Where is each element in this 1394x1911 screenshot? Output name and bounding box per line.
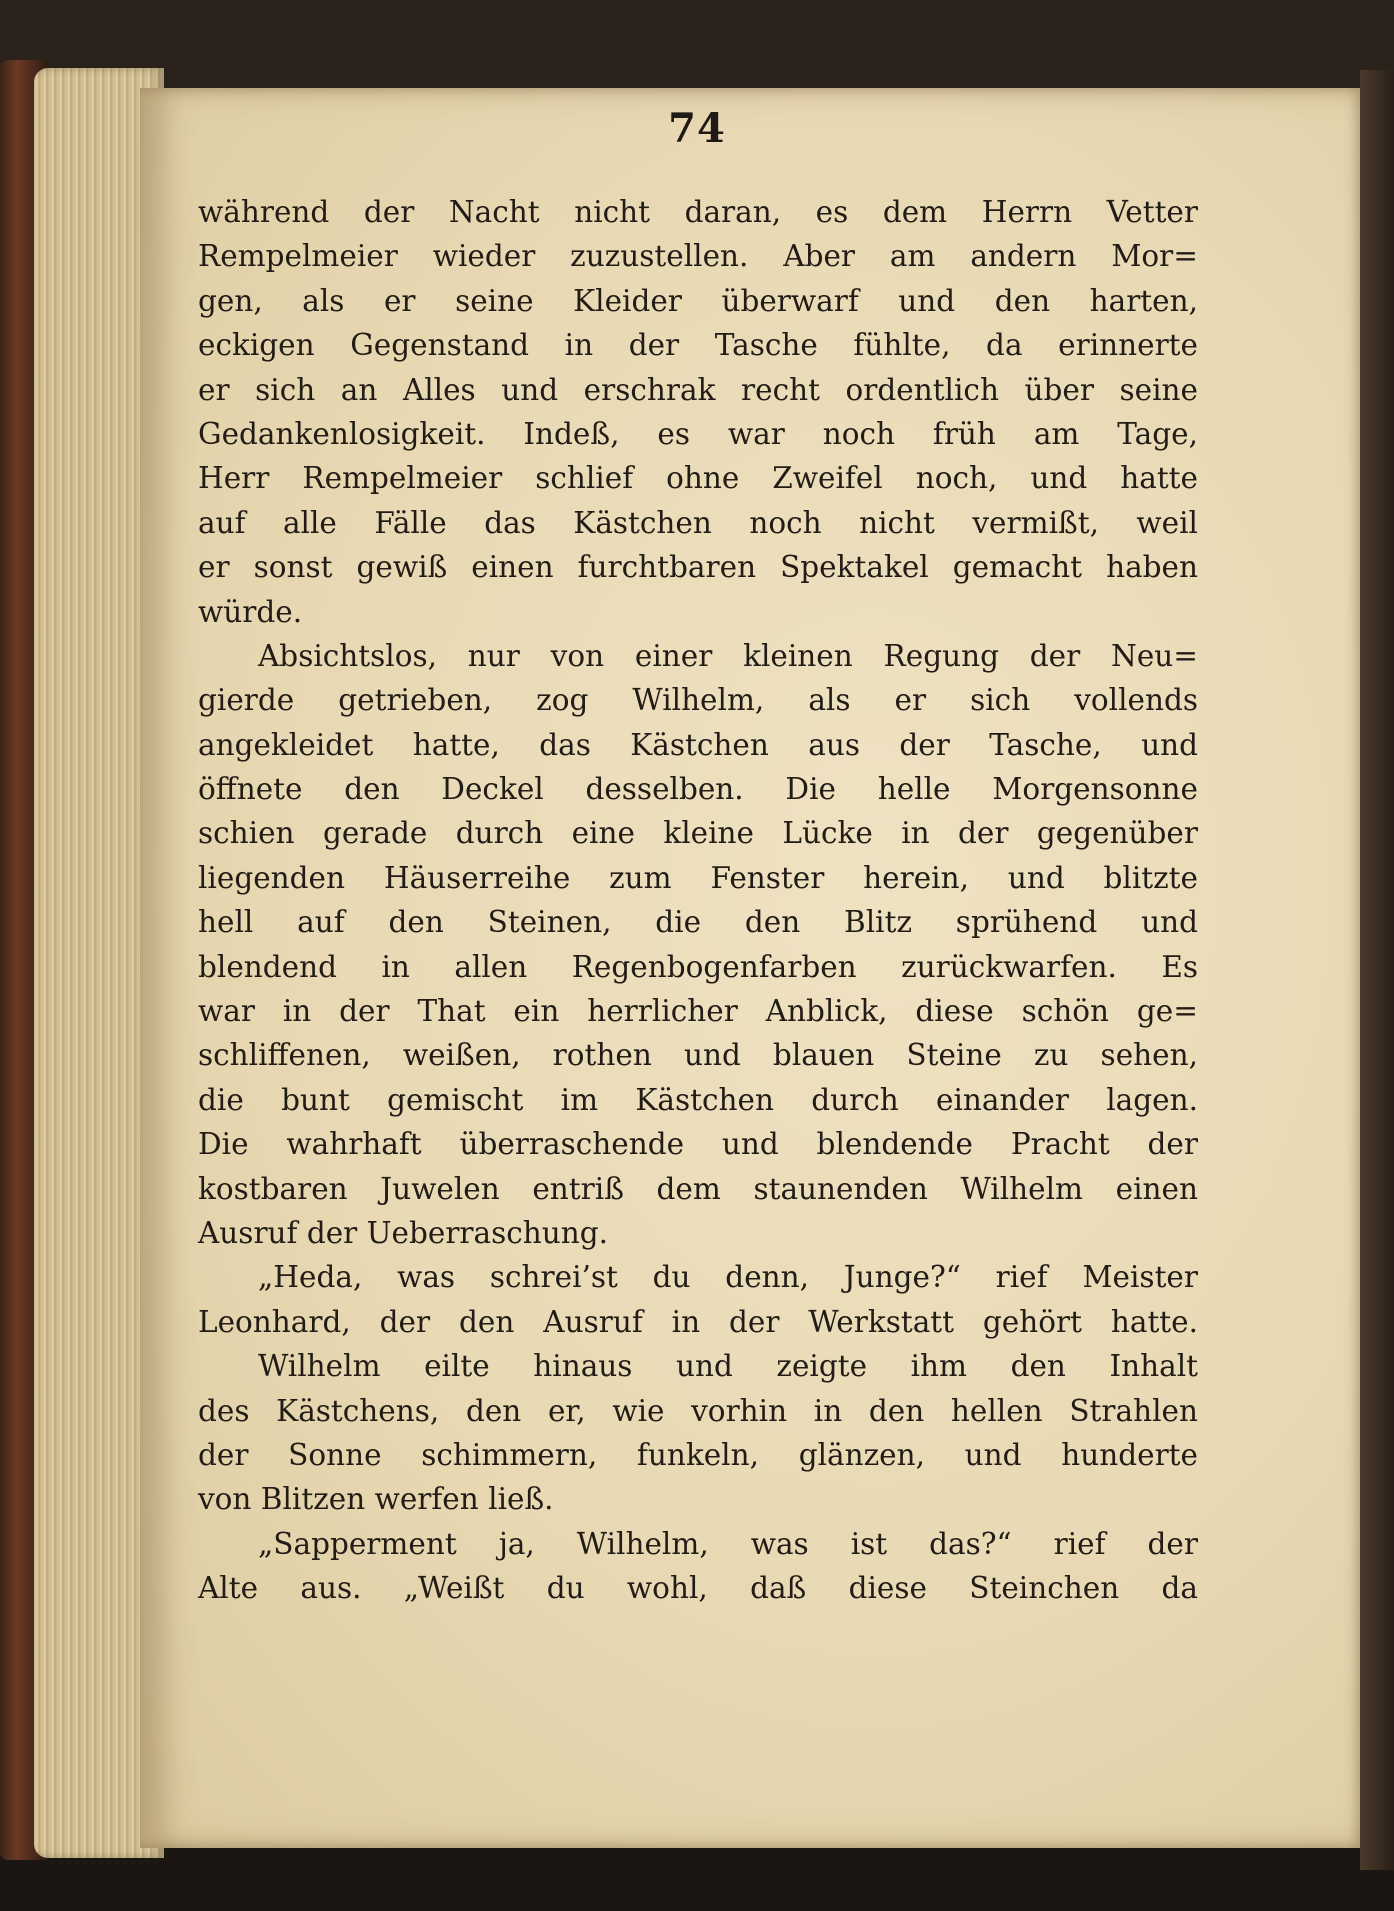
- text-line: angekleidet hatte, das Kästchen aus der Tasche, und: [198, 727, 1198, 762]
- body-text: [198, 190, 1198, 1611]
- text-line: er sich an Alles und erschrak recht ordentlich über seine: [198, 372, 1198, 407]
- text-line: hell auf den Steinen, die den Blitz sprühend und: [198, 905, 1198, 940]
- text-line: gen, als er seine Kleider überwarf und den harten,: [198, 283, 1198, 318]
- text-line: Absichtslos, nur von einer kleinen Regung der Neu=: [258, 638, 1198, 673]
- text-line: gierde getrieben, zog Wilhelm, als er sich vollends: [198, 683, 1198, 718]
- text-line: von Blitzen werfen ließ.: [198, 1482, 554, 1517]
- text-line: würde.: [198, 594, 303, 629]
- text-line: Alte aus. „Weißt du wohl, daß diese Steinchen da: [198, 1571, 1198, 1606]
- text-line: Ausruf der Ueberraschung.: [198, 1215, 609, 1250]
- page-number: 74: [668, 105, 726, 152]
- text-line: während der Nacht nicht daran, es dem Herrn Vetter: [198, 195, 1198, 229]
- text-line: die bunt gemischt im Kästchen durch einander lagen.: [198, 1082, 1198, 1117]
- text-line: Leonhard, der den Ausruf in der Werkstatt gehört hatte.: [198, 1304, 1198, 1339]
- text-line: „Heda, was schrei’st du denn, Junge?“ rief Meister: [258, 1260, 1198, 1295]
- text-line: liegenden Häuserreihe zum Fenster herein, und blitzte: [198, 860, 1198, 895]
- text-line: auf alle Fälle das Kästchen noch nicht vermißt, weil: [198, 505, 1198, 540]
- text-line: Die wahrhaft überraschende und blendende Pracht der: [198, 1127, 1198, 1162]
- text-line: Rempelmeier wieder zuzustellen. Aber am andern Mor=: [198, 239, 1198, 274]
- text-line: öffnete den Deckel desselben. Die helle Morgensonne: [198, 772, 1198, 807]
- text-line: der Sonne schimmern, funkeln, glänzen, und hunderte: [198, 1437, 1198, 1472]
- text-line: schien gerade durch eine kleine Lücke in der gegenüber: [198, 816, 1198, 851]
- text-line: eckigen Gegenstand in der Tasche fühlte, da erinnerte: [198, 328, 1198, 363]
- text-line: war in der That ein herrlicher Anblick, diese schön ge=: [198, 994, 1198, 1029]
- text-line: er sonst gewiß einen furchtbaren Spektakel gemacht haben: [198, 550, 1198, 585]
- text-line: schliffenen, weißen, rothen und blauen Steine zu sehen,: [198, 1038, 1198, 1073]
- text-line: Herr Rempelmeier schlief ohne Zweifel noch, und hatte: [198, 461, 1198, 496]
- text-line: kostbaren Juwelen entriß dem staunenden Wilhelm einen: [198, 1171, 1198, 1206]
- text-line: „Sapperment ja, Wilhelm, was ist das?“ rief der: [258, 1526, 1198, 1561]
- book-gutter: [1360, 70, 1394, 1870]
- text-line: des Kästchens, den er, wie vorhin in den hellen Strahlen: [198, 1393, 1198, 1428]
- text-line: Gedankenlosigkeit. Indeß, es war noch früh am Tage,: [198, 416, 1198, 451]
- text-line: blendend in allen Regenbogenfarben zurückwarfen. Es: [198, 949, 1198, 984]
- text-line: Wilhelm eilte hinaus und zeigte ihm den Inhalt: [258, 1349, 1198, 1384]
